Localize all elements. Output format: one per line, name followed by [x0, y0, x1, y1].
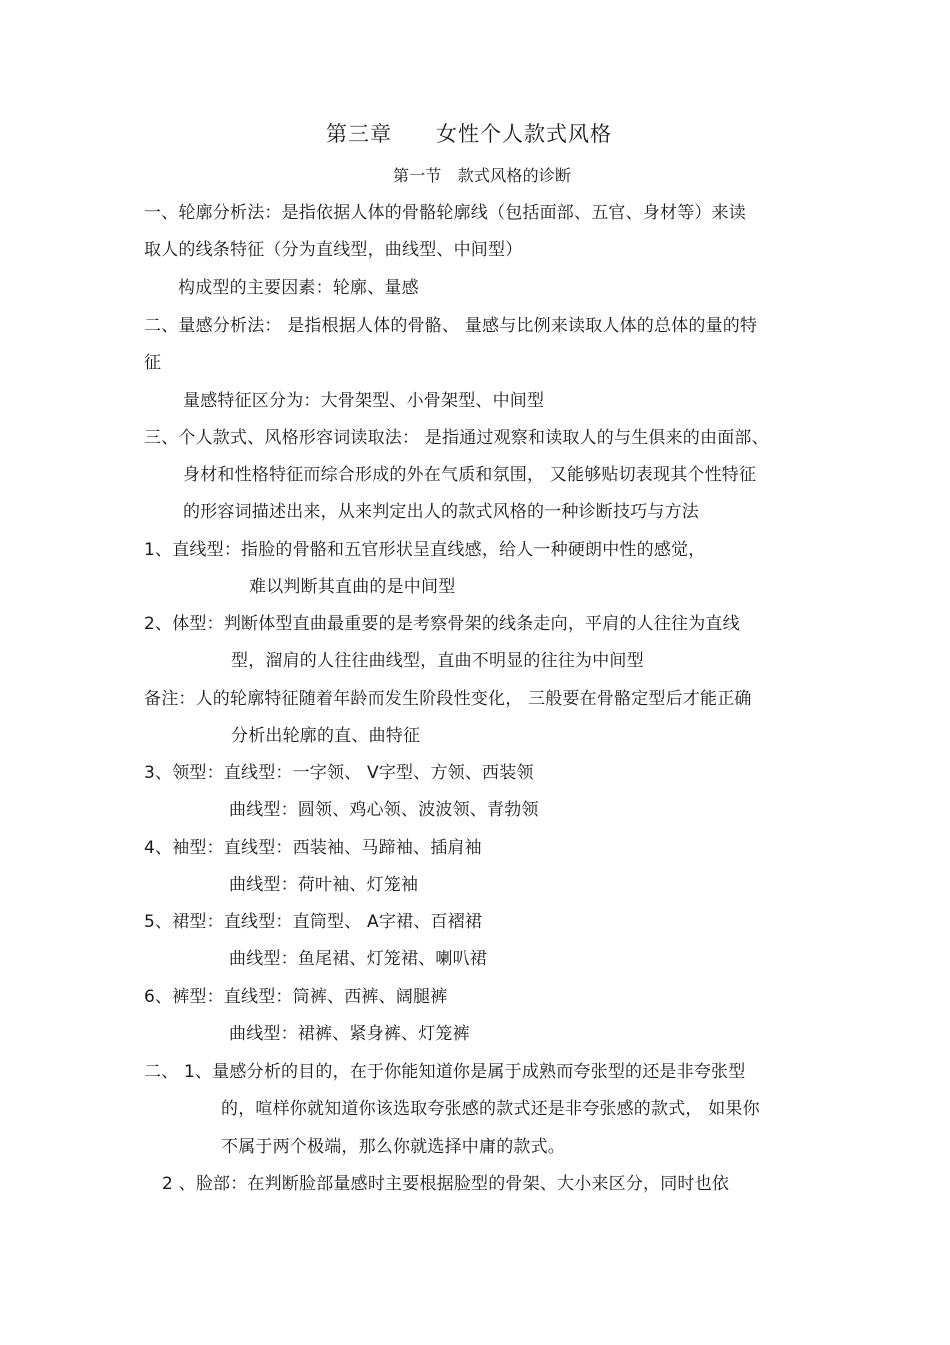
text-line: 2、体型：判断体型直曲最重要的是考察骨架的线条走向，平肩的人往往为直线 — [144, 614, 740, 634]
text-line: 6、裤型：直线型：筒裤、西裤、阔腿裤 — [144, 987, 448, 1007]
text-line: 1、直线型：指脸的骨骼和五官形状呈直线感，给人一种硬朗中性的感觉， — [144, 540, 706, 560]
text-line: 的，喧样你就知道你该选取夸张感的款式还是非夸张感的款式， 如果你 — [221, 1099, 760, 1119]
text-line: 一、轮廓分析法：是指依据人体的骨骼轮廓线（包括面部、五官、身材等）来读 — [144, 203, 746, 223]
text-line: 曲线型：裙裤、紧身裤、灯笼裤 — [229, 1024, 470, 1044]
text-line: 征 — [144, 353, 162, 373]
text-line: 3、领型：直线型：一字领、 V字型、方领、西装领 — [144, 763, 534, 783]
text-line: 备注：人的轮廓特征随着年龄而发生阶段性变化， 三般要在骨骼定型后才能正确 — [144, 689, 752, 709]
text-line: 型，溜肩的人往往曲线型，直曲不明显的往往为中间型 — [231, 651, 644, 671]
text-line: 分析出轮廓的直、曲特征 — [231, 726, 421, 746]
text-line: 的形容词描述出来，从来判定出人的款式风格的一种诊断技巧与方法 — [183, 502, 699, 522]
section-title: 第一节 款式风格的诊断 — [393, 166, 572, 185]
text-line: 曲线型：荷叶袖、灯笼袖 — [229, 875, 419, 895]
text-line: 取人的线条特征（分为直线型，曲线型、中间型） — [144, 240, 523, 260]
text-line: 三、个人款式、风格形容词读取法： 是指通过观察和读取人的与生俱来的由面部、 — [144, 428, 769, 448]
chapter-title: 第三章 女性个人款式风格 — [326, 122, 612, 146]
text-line: 4、袖型：直线型：西装袖、马蹄袖、插肩袖 — [144, 838, 482, 858]
text-line: 曲线型：鱼尾裙、灯笼裙、喇叭裙 — [229, 949, 487, 969]
text-line: 5、裙型：直线型：直筒型、 A字裙、百褶裙 — [144, 912, 483, 932]
text-line: 难以判断其直曲的是中间型 — [249, 577, 456, 597]
text-line: 曲线型：圆领、鸡心领、波波领、青勃领 — [229, 800, 539, 820]
text-line: 不属于两个极端，那么你就选择中庸的款式。 — [221, 1137, 565, 1157]
text-line: 二、 1、量感分析的目的，在于你能知道你是属于成熟而夸张型的还是非夸张型 — [144, 1062, 746, 1082]
text-line: 2 、脸部：在判断脸部量感时主要根据脸型的骨架、大小来区分，同时也依 — [162, 1174, 730, 1194]
text-line: 二、量感分析法： 是指根据人体的骨骼、 量感与比例来读取人体的总体的量的特 — [144, 316, 758, 336]
text-line: 量感特征区分为：大骨架型、小骨架型、中间型 — [183, 391, 545, 411]
text-line: 构成型的主要因素：轮廓、量感 — [178, 278, 419, 298]
text-line: 身材和性格特征而综合形成的外在气质和氛围， 又能够贴切表现其个性特征 — [183, 465, 757, 485]
